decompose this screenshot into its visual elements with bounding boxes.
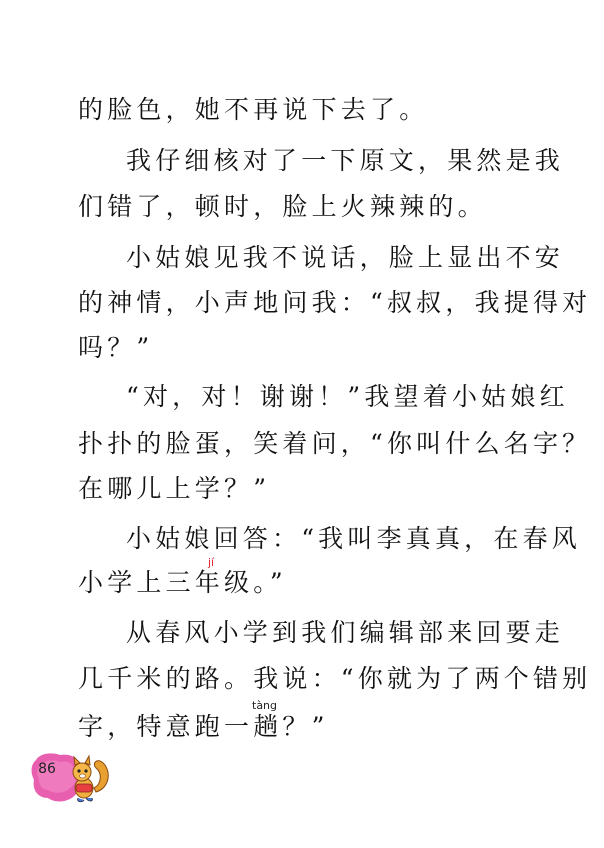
- squirrel-mascot-icon: [66, 752, 112, 804]
- pinyin-annotation: tàng: [252, 699, 278, 712]
- text-line: 吗？”: [78, 333, 154, 362]
- text-line: 的神情，小声地问我：“叔叔，我提得对: [78, 288, 592, 317]
- text-line: “对，对！谢谢！”我望着小姑娘红: [126, 382, 569, 411]
- text-line: 几千米的路。我说：“你就为了两个错别: [78, 664, 592, 693]
- text-line: 小姑娘回答：“我叫李真真，在春风: [126, 524, 581, 553]
- text-line: 的脸色，她不再说下去了。: [78, 95, 429, 124]
- text-line: 在哪儿上学？”: [78, 474, 271, 503]
- text-line: 从春风小学到我们编辑部来回要走: [126, 618, 565, 647]
- text-line: 小学上三年级。”: [78, 568, 287, 597]
- pinyin-annotation: jí: [208, 556, 215, 569]
- text-line: 小姑娘见我不说话，脸上显出不安: [126, 243, 565, 272]
- page-number: 86: [38, 761, 56, 777]
- text-line: 扑扑的脸蛋，笑着问，“你叫什么名字？: [78, 429, 592, 458]
- text-line: 们错了，顿时，脸上火辣辣的。: [78, 192, 487, 221]
- text-line: 我仔细核对了一下原文，果然是我: [126, 146, 565, 175]
- page-footer: [30, 752, 110, 804]
- text-line: 字，特意跑一趟？”: [78, 712, 329, 741]
